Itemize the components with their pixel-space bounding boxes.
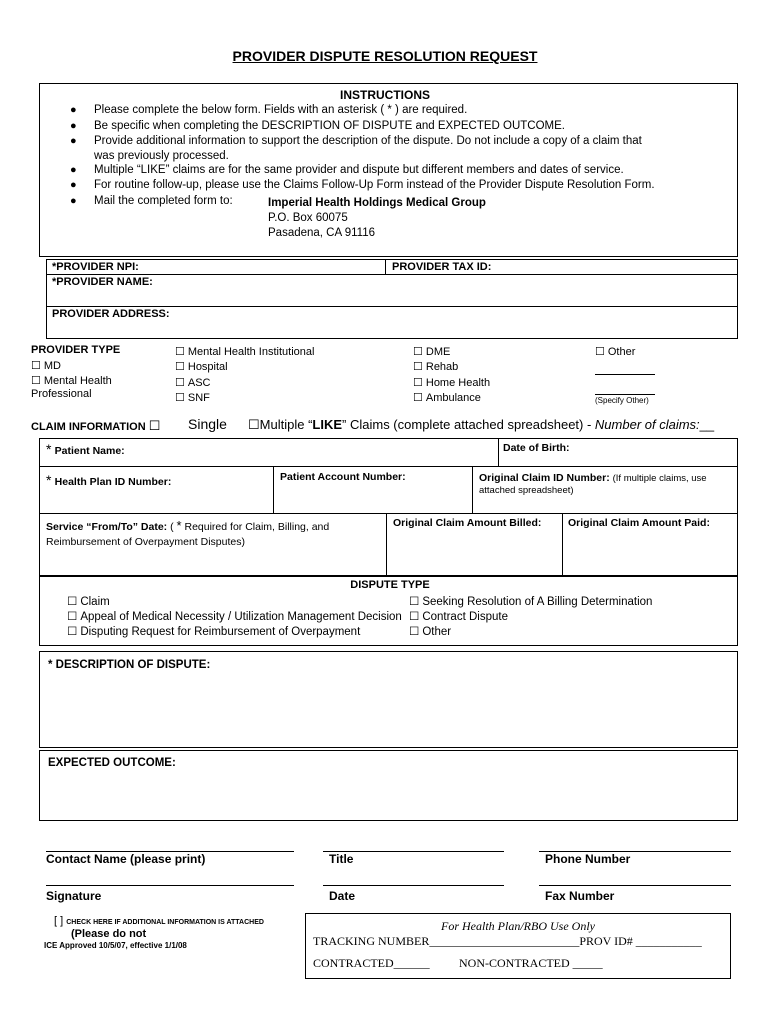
health-plan-id-field[interactable]: * Health Plan ID Number: xyxy=(46,472,172,488)
provider-type-snf-checkbox[interactable]: ☐ SNF xyxy=(175,391,210,404)
dispute-overpayment-checkbox[interactable]: ☐ Disputing Request for Reimbursement of Overpayment xyxy=(67,624,360,638)
contracted-field[interactable]: CONTRACTED______ xyxy=(313,956,430,970)
claim-details-box xyxy=(39,438,738,576)
non-contracted-field[interactable]: NON-CONTRACTED _____ xyxy=(459,956,603,970)
provider-type-mental-health-checkbox[interactable]: ☐ Mental Health xyxy=(31,374,112,387)
expected-outcome-label: EXPECTED OUTCOME: xyxy=(48,757,176,769)
claim-single-checkbox[interactable]: ☐ xyxy=(148,418,161,433)
dispute-type-heading: DISPUTE TYPE xyxy=(350,579,430,591)
claim-multiple-checkbox[interactable]: ☐Multiple “LIKE” Claims (complete attached spreadsheet) - Number of claims:__ xyxy=(248,417,715,432)
dispute-billing-checkbox[interactable]: ☐ Seeking Resolution of A Billing Determination xyxy=(409,594,652,608)
date-of-birth-field[interactable]: Date of Birth: xyxy=(503,442,570,454)
phone-label: Phone Number xyxy=(545,852,631,866)
provider-address-label[interactable]: PROVIDER ADDRESS: xyxy=(52,308,170,320)
fax-label: Fax Number xyxy=(545,889,615,903)
dispute-contract-checkbox[interactable]: ☐ Contract Dispute xyxy=(409,609,508,623)
provider-type-ambulance-checkbox[interactable]: ☐ Ambulance xyxy=(413,391,481,404)
signature-line[interactable] xyxy=(46,885,294,886)
provider-type-label: PROVIDER TYPE xyxy=(31,344,121,356)
provider-name-label[interactable]: *PROVIDER NAME: xyxy=(52,276,153,288)
provider-type-home-health-checkbox[interactable]: ☐ Home Health xyxy=(413,376,490,389)
provider-type-professional-label: Professional xyxy=(31,388,92,400)
instruction-item: ● Be specific when completing the DESCRIPTION OF DISPUTE and EXPECTED OUTCOME. xyxy=(70,119,566,132)
mail-line2: Pasadena, CA 91116 xyxy=(268,227,375,239)
provider-type-hospital-checkbox[interactable]: ☐ Hospital xyxy=(175,360,228,373)
provider-npi-label[interactable]: *PROVIDER NPI: xyxy=(52,261,139,273)
signature-label: Signature xyxy=(46,889,102,903)
additional-info-checkbox[interactable]: [ ] CHECK HERE IF ADDITIONAL INFORMATION IS ATTACHED xyxy=(54,915,264,927)
instruction-item: was previously processed. xyxy=(94,149,229,162)
patient-name-field[interactable]: * Patient Name: xyxy=(46,441,125,457)
title-label: Title xyxy=(329,852,354,866)
specify-other-label: (Specify Other) xyxy=(595,396,649,405)
claim-information-label: CLAIM INFORMATION ☐ xyxy=(31,418,161,433)
provider-type-other-checkbox[interactable]: ☐ Other xyxy=(595,345,635,358)
dispute-appeal-checkbox[interactable]: ☐ Appeal of Medical Necessity / Utilization Management Decision xyxy=(67,609,402,623)
claim-single-label: Single xyxy=(188,416,227,432)
dispute-claim-checkbox[interactable]: ☐ Claim xyxy=(67,594,110,608)
mail-line1: P.O. Box 60075 xyxy=(268,212,348,224)
office-use-heading: For Health Plan/RBO Use Only xyxy=(441,919,595,933)
fax-line[interactable] xyxy=(539,885,731,886)
page-title: PROVIDER DISPUTE RESOLUTION REQUEST xyxy=(232,48,538,64)
amount-billed-field[interactable]: Original Claim Amount Billed: xyxy=(393,517,542,529)
instructions-heading: INSTRUCTIONS xyxy=(340,88,430,102)
instruction-item: ● For routine follow-up, please use the Claims Follow-Up Form instead of the Provider Dispute Resolution Form. xyxy=(70,179,655,191)
contact-name-label: Contact Name (please print) xyxy=(46,852,206,866)
provider-tax-id-label[interactable]: PROVIDER TAX ID: xyxy=(392,261,492,273)
please-do-not-text: (Please do not xyxy=(71,928,147,940)
dispute-other-checkbox[interactable]: ☐ Other xyxy=(409,624,451,638)
patient-account-number-field[interactable]: Patient Account Number: xyxy=(280,471,406,483)
provider-type-md-checkbox[interactable]: ☐ MD xyxy=(31,359,61,372)
mail-name: Imperial Health Holdings Medical Group xyxy=(268,197,486,209)
amount-paid-field[interactable]: Original Claim Amount Paid: xyxy=(568,517,710,529)
other-specify-line-2[interactable] xyxy=(595,394,655,395)
date-line[interactable] xyxy=(323,885,504,886)
provider-type-rehab-checkbox[interactable]: ☐ Rehab xyxy=(413,360,458,373)
instruction-item: ● Provide additional information to support the description of the dispute. Do not include a copy of a claim that xyxy=(70,135,642,147)
instruction-item: ● Please complete the below form. Fields with an asterisk ( * ) are required. xyxy=(70,104,468,116)
date-label: Date xyxy=(329,889,356,903)
description-label: * DESCRIPTION OF DISPUTE: xyxy=(48,659,211,671)
provider-type-mh-institutional-checkbox[interactable]: ☐ Mental Health Institutional xyxy=(175,345,314,358)
approved-text: ICE Approved 10/5/07, effective 1/1/08 xyxy=(44,941,187,950)
provider-type-asc-checkbox[interactable]: ☐ ASC xyxy=(175,376,211,389)
provider-type-dme-checkbox[interactable]: ☐ DME xyxy=(413,345,450,358)
original-claim-id-field[interactable]: Original Claim ID Number: (If multiple claims, use attached spreadsheet) xyxy=(479,472,707,496)
instruction-item: ● Multiple “LIKE” claims are for the same provider and dispute but different members and dates of service. xyxy=(70,163,624,176)
instructions-list xyxy=(70,103,734,209)
service-dates-field[interactable]: Service “From/To” Date: ( * Required for Claim, Billing, and Reimbursement of Overpayment Disputes) xyxy=(46,518,330,548)
tracking-number-field[interactable]: TRACKING NUMBER_________________________PROV ID# ___________ xyxy=(313,934,702,948)
other-specify-line[interactable] xyxy=(595,374,655,375)
instruction-item: ● Mail the completed form to: xyxy=(70,194,233,207)
